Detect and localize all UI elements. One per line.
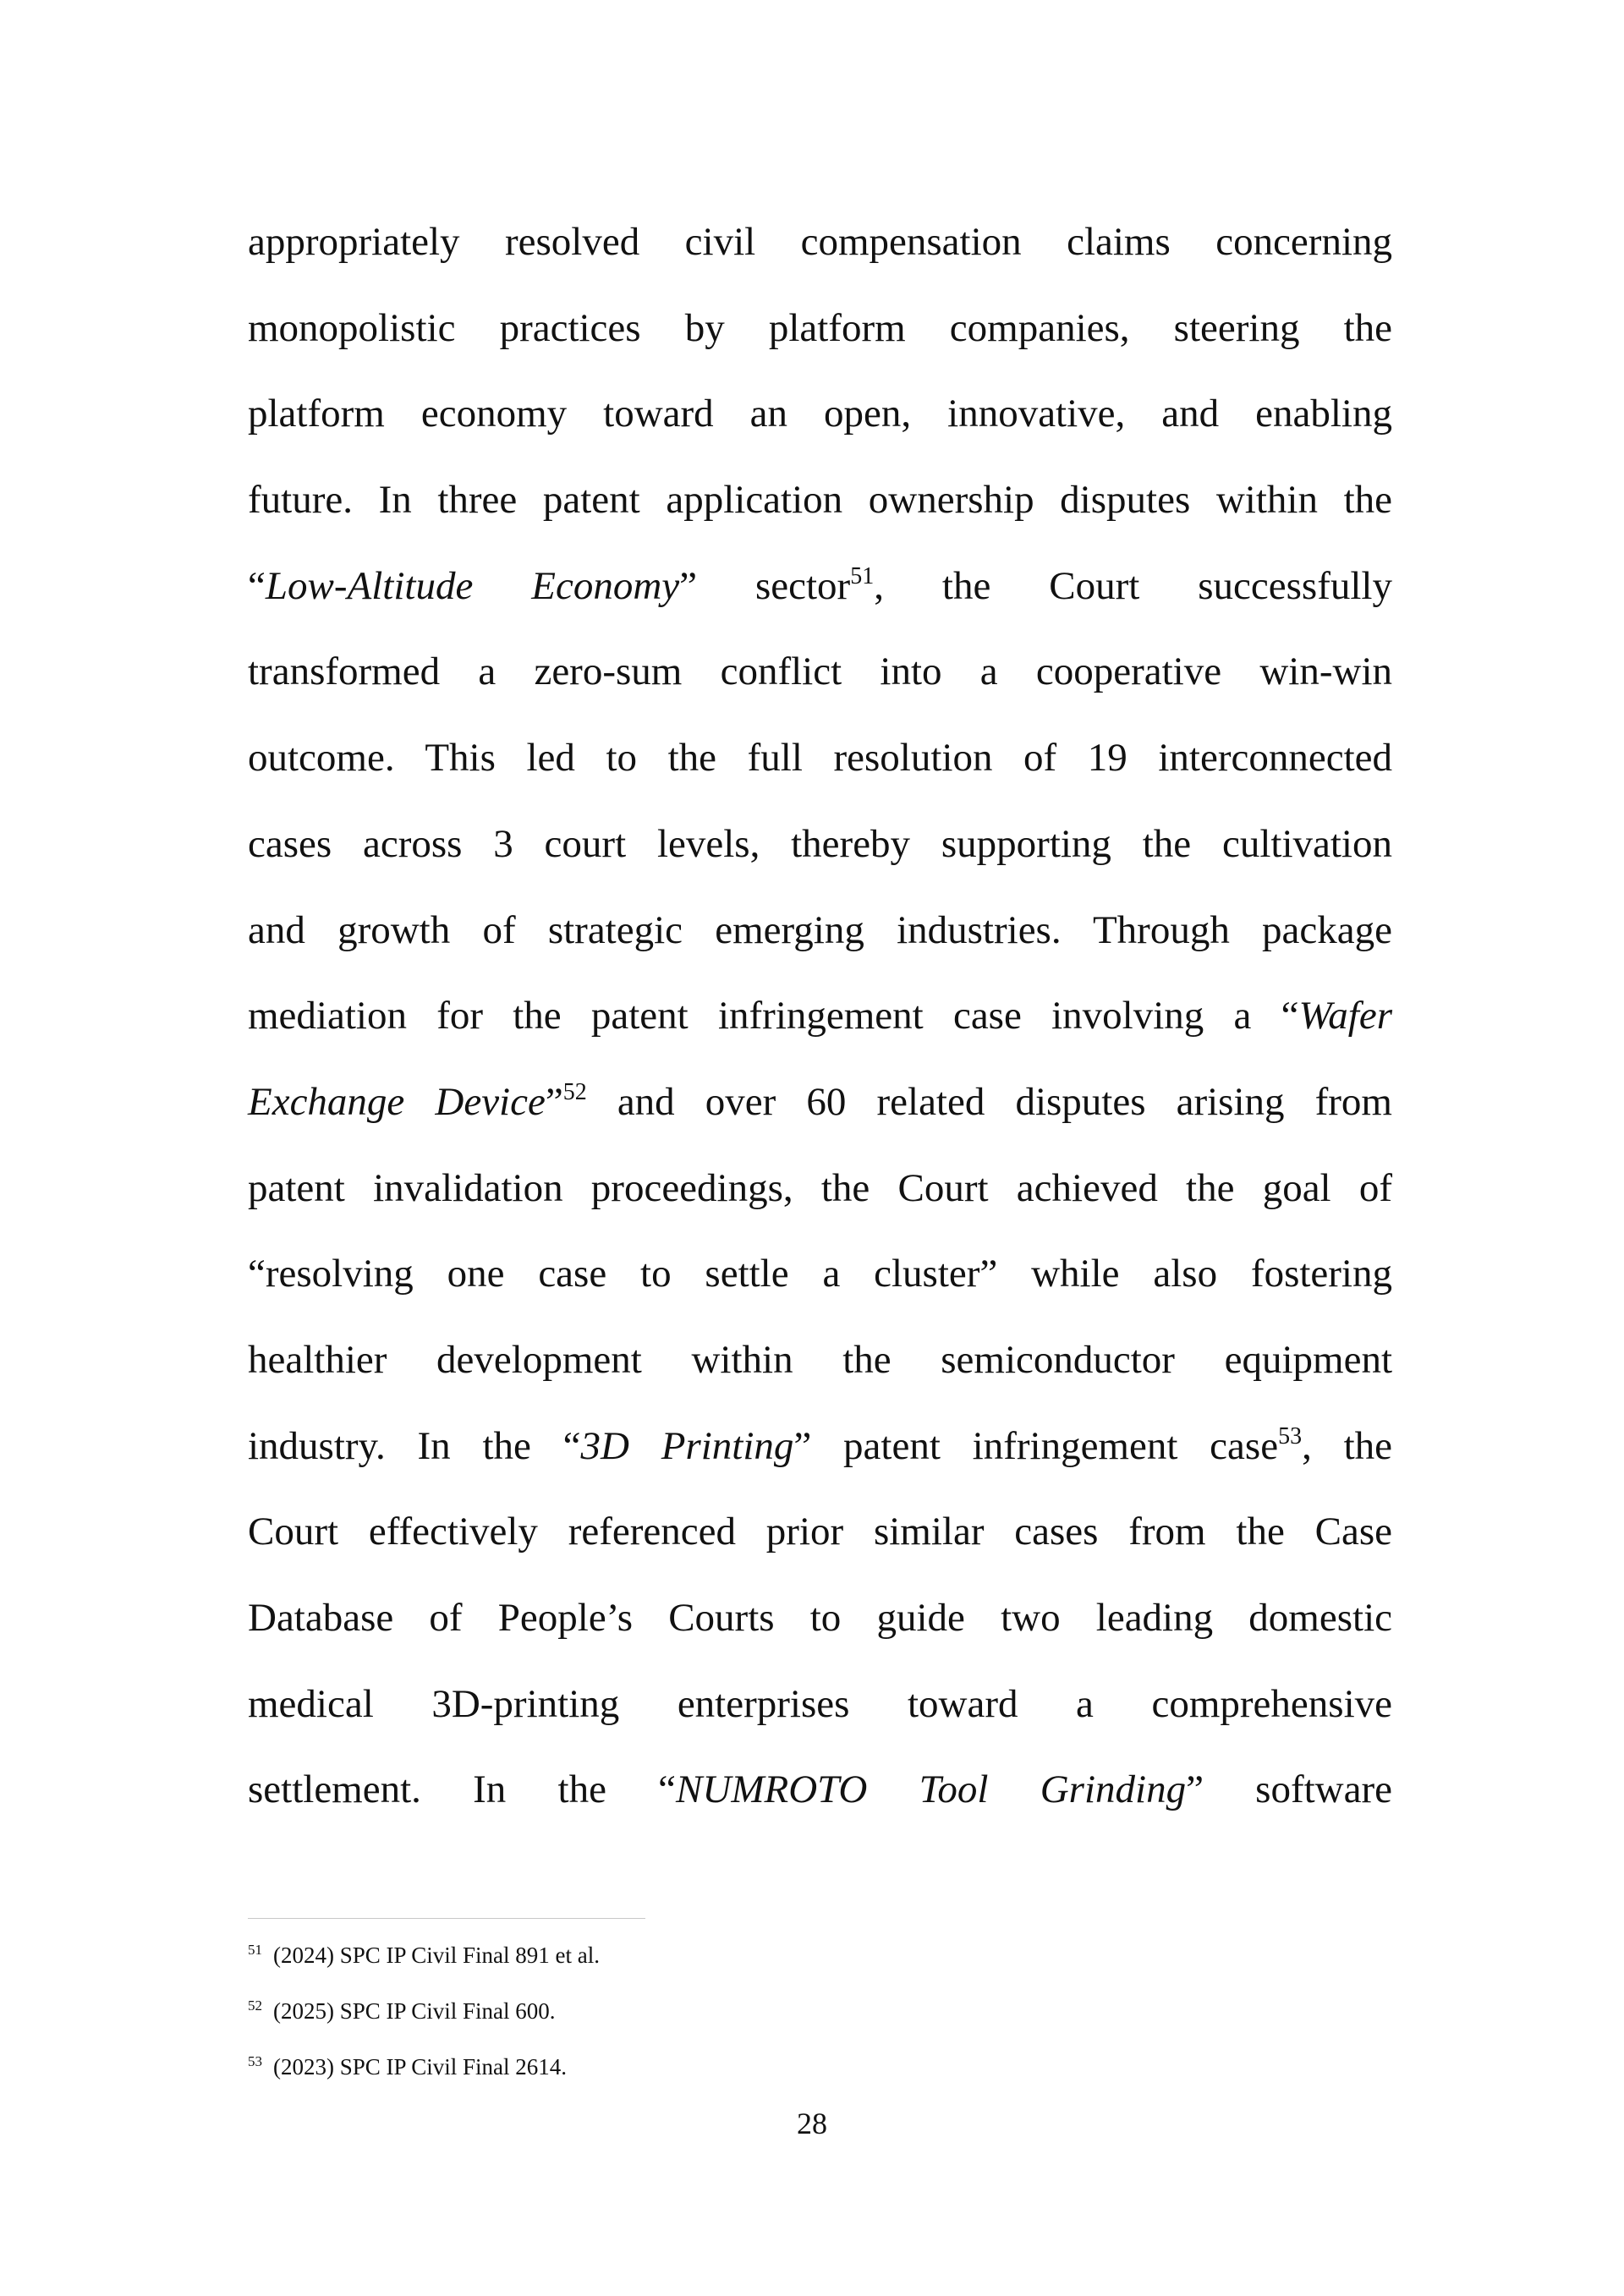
text-run: Court effectively referenced prior similar cases from the Case [248, 1510, 1392, 1554]
text-run: settlement. In the “ [248, 1767, 677, 1812]
text-run: healthier development within the semiconductor equipment [248, 1337, 1392, 1382]
text-line [248, 286, 1392, 372]
footnote-number: 53 [248, 2053, 262, 2069]
text-run: future. In three patent application ownership disputes within the [248, 478, 1392, 523]
text-run: Database of People’s Courts to guide two leading domestic [248, 1596, 1392, 1640]
text-run: transformed a zero-sum conflict into a cooperative win-win [248, 649, 1392, 694]
italic-term: 3D Printing [580, 1423, 794, 1468]
text-run: industry. In the “ [248, 1423, 581, 1468]
text-line [248, 715, 1392, 802]
text-line [248, 1575, 1392, 1662]
text-run: , the [1302, 1423, 1393, 1468]
text-run: outcome. This led to the full resolution of 19 interconnected [248, 736, 1392, 781]
text-run: cases across 3 court levels, thereby supporting the cultivation [248, 821, 1392, 866]
text-line [248, 802, 1392, 888]
text-line [248, 1747, 1392, 1833]
text-line [248, 1231, 1392, 1318]
text-run: ” software [1186, 1767, 1392, 1812]
italic-term: NUMROTO Tool Grinding [676, 1767, 1187, 1812]
footnote-reference: 53 [1278, 1422, 1303, 1449]
text-run: monopolistic practices by platform companies, steering the [248, 305, 1392, 350]
text-line [248, 544, 1392, 630]
italic-term: Wafer [1298, 994, 1392, 1038]
text-line [248, 629, 1392, 715]
text-run: ” sector [679, 563, 851, 608]
body-paragraph [248, 200, 1392, 1833]
text-line [248, 1146, 1392, 1232]
footnote-reference: 52 [562, 1078, 587, 1105]
text-run: , the Court successfully [874, 563, 1392, 608]
text-line [248, 1318, 1392, 1404]
text-line [248, 1662, 1392, 1748]
text-line [248, 888, 1392, 974]
text-run: platform economy toward an open, innovative, and enabling [248, 392, 1392, 436]
text-run: medical 3D-printing enterprises toward a comprehensive [248, 1681, 1392, 1726]
page-number: 28 [797, 2107, 827, 2140]
text-run: and over 60 related disputes arising from [586, 1079, 1392, 1124]
italic-term: Low-Altitude Economy [265, 563, 680, 608]
text-run: appropriately resolved civil compensation claims concerning [248, 220, 1392, 264]
text-line [248, 1404, 1392, 1490]
footnote-text: (2023) SPC IP Civil Final 2614. [273, 2054, 568, 2080]
text-run: patent invalidation proceedings, the Court achieved the goal of [248, 1165, 1392, 1210]
footnote-reference: 51 [850, 562, 875, 589]
italic-term: Exchange Device [248, 1079, 546, 1124]
footnote-number: 51 [248, 1942, 262, 1958]
footnote [248, 1937, 1392, 1992]
text-run: “ [248, 563, 266, 608]
text-run: mediation for the patent infringement case involving a “ [248, 994, 1299, 1038]
footnote-separator [248, 1918, 645, 1919]
text-run: ” patent infringement case [793, 1423, 1279, 1468]
text-line [248, 1489, 1392, 1575]
text-run: “resolving one case to settle a cluster” while also fostering [248, 1252, 1392, 1296]
text-run: and growth of strategic emerging industries. Through package [248, 907, 1392, 952]
text-line [248, 200, 1392, 286]
text-run: ” [545, 1079, 563, 1124]
footnotes [248, 1937, 1392, 2104]
text-line [248, 371, 1392, 458]
footnote-text: (2024) SPC IP Civil Final 891 et al. [273, 1943, 601, 1968]
footnote [248, 2048, 1392, 2104]
footnote-number: 52 [248, 1997, 262, 2014]
text-line [248, 973, 1392, 1060]
footnote-text: (2025) SPC IP Civil Final 600. [273, 1998, 556, 2024]
text-line [248, 1060, 1392, 1146]
text-line [248, 458, 1392, 544]
footnote [248, 1992, 1392, 2048]
